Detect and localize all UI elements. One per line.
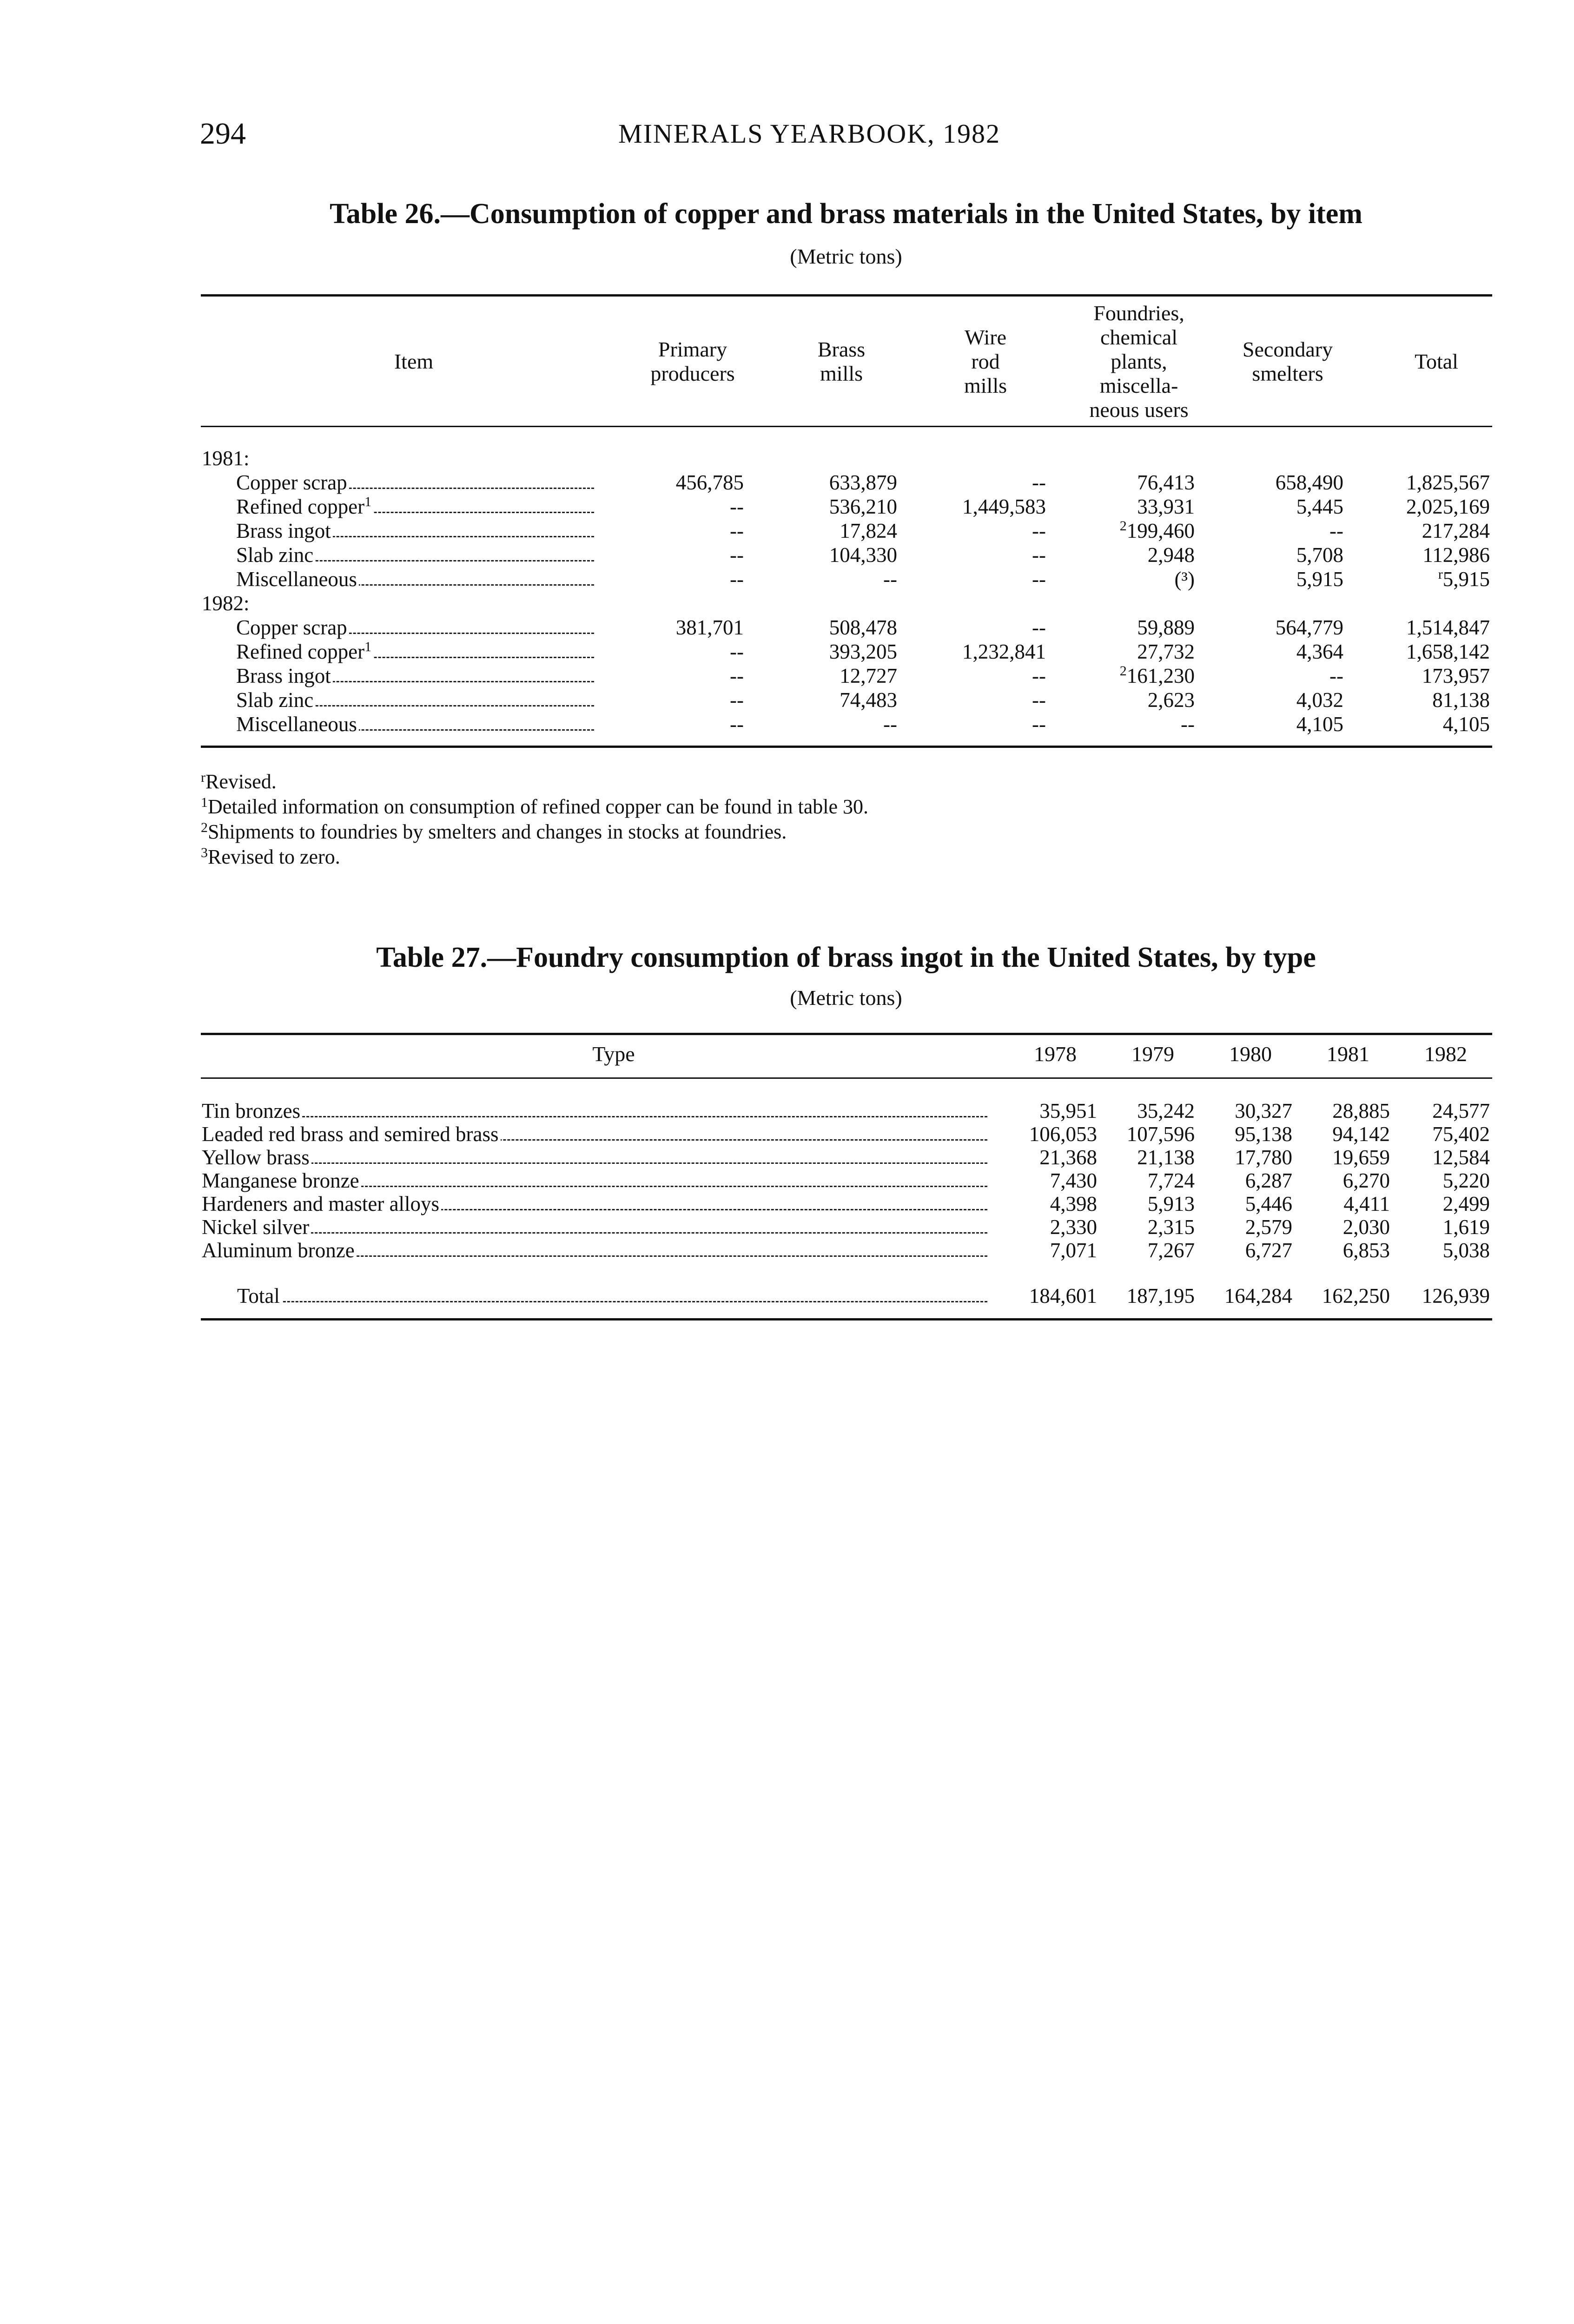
cell-1982: 1,619 — [1442, 1215, 1490, 1239]
cell-1978: 106,053 — [1029, 1122, 1097, 1146]
cell-1978: 184,601 — [1029, 1284, 1097, 1307]
cell-1978: 2,330 — [1050, 1215, 1097, 1239]
t26-head-brass: Brass mills — [817, 337, 866, 385]
cell-total: 217,284 — [1422, 519, 1490, 542]
cell-1978: 4,398 — [1050, 1192, 1097, 1215]
cell-wire: -- — [1032, 688, 1046, 712]
t27-head-1979: 1979 — [1131, 1042, 1174, 1066]
cell-1980: 95,138 — [1235, 1122, 1292, 1146]
cell-wire: -- — [1032, 713, 1046, 736]
footnote: 2Shipments to foundries by smelters and changes in stocks at foundries. — [201, 820, 787, 843]
table26-top-rule — [201, 294, 1492, 297]
cell-1979: 187,195 — [1126, 1284, 1195, 1307]
cell-secondary: 4,032 — [1296, 688, 1343, 712]
row-label: Tin bronzes — [202, 1099, 987, 1123]
cell-wire: 1,232,841 — [962, 640, 1046, 663]
t26-year-1981: 1981: — [202, 447, 250, 470]
cell-wire: -- — [1032, 519, 1046, 542]
cell-secondary: 5,445 — [1296, 495, 1343, 518]
cell-1981: 28,885 — [1332, 1099, 1390, 1122]
row-label: Brass ingot — [236, 519, 594, 543]
cell-brass: 633,879 — [829, 471, 897, 494]
t27-head-type: Type — [592, 1042, 635, 1066]
row-label: Refined copper$^1$ — [236, 495, 594, 519]
row-label: Nickel silver — [202, 1215, 987, 1239]
cell-total: 2,025,169 — [1406, 495, 1490, 518]
row-label: Brass ingot — [236, 664, 594, 688]
t26-head-foundries: Foundries, chemical plants, miscella- neous users — [1089, 301, 1189, 422]
cell-foundries: $^2$161,230 — [1119, 663, 1195, 687]
cell-secondary: 4,364 — [1296, 640, 1343, 663]
row-label: Copper scrap — [236, 615, 594, 640]
cell-1980: 17,780 — [1235, 1146, 1292, 1169]
cell-wire: 1,449,583 — [962, 495, 1046, 518]
cell-secondary: 5,708 — [1296, 543, 1343, 567]
row-label: Manganese bronze — [202, 1169, 987, 1193]
cell-1979: 35,242 — [1137, 1099, 1195, 1122]
cell-secondary: 658,490 — [1275, 471, 1343, 494]
cell-brass: 12,727 — [840, 664, 897, 687]
cell-wire: -- — [1032, 543, 1046, 567]
cell-1978: 21,368 — [1039, 1146, 1097, 1169]
cell-wire: -- — [1032, 664, 1046, 687]
footnote: rRevised. — [201, 770, 277, 793]
table26-head-rule — [201, 426, 1492, 427]
t26-head-total: Total — [1415, 350, 1458, 373]
cell-brass: -- — [883, 713, 897, 736]
cell-brass: 17,824 — [840, 519, 897, 542]
cell-secondary: 4,105 — [1296, 713, 1343, 736]
cell-1979: 21,138 — [1137, 1146, 1195, 1169]
cell-1980: 30,327 — [1235, 1099, 1292, 1122]
cell-1982: 2,499 — [1442, 1192, 1490, 1215]
row-label: Total — [237, 1284, 987, 1308]
cell-1981: 162,250 — [1322, 1284, 1390, 1307]
cell-1980: 5,446 — [1245, 1192, 1292, 1215]
running-head — [200, 116, 1492, 153]
table27-bottom-rule — [201, 1318, 1492, 1320]
table27-title: Table 27.—Foundry consumption of brass ingot in the United States, by type — [376, 942, 1316, 973]
cell-primary: -- — [730, 543, 744, 567]
table27-head-rule — [201, 1077, 1492, 1079]
row-label: Hardeners and master alloys — [202, 1192, 987, 1216]
cell-brass: -- — [883, 568, 897, 591]
cell-total: 1,658,142 — [1406, 640, 1490, 663]
cell-primary: -- — [730, 688, 744, 712]
cell-secondary: 564,779 — [1275, 616, 1343, 639]
cell-secondary: -- — [1329, 664, 1343, 687]
cell-1982: 5,038 — [1442, 1239, 1490, 1262]
cell-1981: 6,853 — [1343, 1239, 1390, 1262]
cell-1980: 2,579 — [1245, 1215, 1292, 1239]
row-label: Leaded red brass and semired brass — [202, 1122, 987, 1146]
cell-1982: 75,402 — [1432, 1122, 1490, 1146]
t27-head-1982: 1982 — [1424, 1042, 1467, 1066]
cell-1980: 6,287 — [1245, 1169, 1292, 1192]
table27-unit: (Metric tons) — [790, 986, 902, 1010]
cell-primary: -- — [730, 664, 744, 687]
cell-primary: -- — [730, 519, 744, 542]
cell-1978: 35,951 — [1039, 1099, 1097, 1122]
cell-wire: -- — [1032, 568, 1046, 591]
cell-1982: 5,220 — [1442, 1169, 1490, 1192]
t26-head-item: Item — [394, 350, 434, 373]
page-number: 294 — [200, 117, 246, 151]
cell-brass: 74,483 — [840, 688, 897, 712]
cell-1979: 7,267 — [1147, 1239, 1195, 1262]
cell-foundries: 33,931 — [1137, 495, 1195, 518]
cell-primary: 381,701 — [675, 616, 744, 639]
cell-1979: 5,913 — [1147, 1192, 1195, 1215]
row-label: Miscellaneous — [236, 712, 594, 736]
cell-1978: 7,430 — [1050, 1169, 1097, 1192]
cell-1981: 6,270 — [1343, 1169, 1390, 1192]
cell-1979: 2,315 — [1147, 1215, 1195, 1239]
cell-1981: 4,411 — [1343, 1192, 1390, 1215]
cell-primary: -- — [730, 495, 744, 518]
cell-foundries: $^2$199,460 — [1119, 518, 1195, 542]
t27-head-1981: 1981 — [1327, 1042, 1369, 1066]
row-label: Copper scrap — [236, 470, 594, 495]
cell-foundries: 27,732 — [1137, 640, 1195, 663]
cell-1979: 107,596 — [1126, 1122, 1195, 1146]
cell-primary: -- — [730, 640, 744, 663]
cell-wire: -- — [1032, 471, 1046, 494]
cell-1980: 6,727 — [1245, 1239, 1292, 1262]
cell-brass: 536,210 — [829, 495, 897, 518]
cell-total: 1,825,567 — [1406, 471, 1490, 494]
cell-total: 81,138 — [1432, 688, 1490, 712]
footnote: 1Detailed information on consumption of refined copper can be found in table 30. — [201, 795, 869, 818]
row-label: Yellow brass — [202, 1145, 987, 1169]
cell-wire: -- — [1032, 616, 1046, 639]
cell-secondary: 5,915 — [1296, 568, 1343, 591]
cell-1982: 126,939 — [1422, 1284, 1490, 1307]
cell-primary: -- — [730, 568, 744, 591]
t26-head-secondary: Secondary smelters — [1242, 337, 1333, 385]
t27-head-1978: 1978 — [1034, 1042, 1077, 1066]
cell-brass: 393,205 — [829, 640, 897, 663]
table27-top-rule — [201, 1033, 1492, 1035]
row-label: Aluminum bronze — [202, 1238, 987, 1262]
cell-brass: 104,330 — [829, 543, 897, 567]
footnote: 3Revised to zero. — [201, 845, 340, 868]
cell-1979: 7,724 — [1147, 1169, 1195, 1192]
cell-brass: 508,478 — [829, 616, 897, 639]
cell-total: $^r$5,915 — [1438, 567, 1490, 591]
cell-foundries: -- — [1181, 713, 1195, 736]
cell-total: 1,514,847 — [1406, 616, 1490, 639]
t26-head-primary: Primary producers — [650, 337, 735, 385]
cell-foundries: (³) — [1174, 568, 1195, 591]
cell-1982: 12,584 — [1432, 1146, 1490, 1169]
row-label: Miscellaneous — [236, 567, 594, 591]
table26-bottom-rule — [201, 746, 1492, 748]
cell-1981: 94,142 — [1332, 1122, 1390, 1146]
cell-foundries: 2,948 — [1147, 543, 1195, 567]
row-label: Refined copper$^1$ — [236, 640, 594, 664]
cell-1978: 7,071 — [1050, 1239, 1097, 1262]
t26-year-1982: 1982: — [202, 592, 250, 615]
t26-head-wire: Wire rod mills — [964, 325, 1007, 397]
cell-foundries: 2,623 — [1147, 688, 1195, 712]
running-title: MINERALS YEARBOOK, 1982 — [618, 119, 1001, 149]
cell-total: 4,105 — [1442, 713, 1490, 736]
cell-1981: 19,659 — [1332, 1146, 1390, 1169]
table26-title: Table 26.—Consumption of copper and brass materials in the United States, by item — [330, 198, 1362, 230]
cell-1982: 24,577 — [1432, 1099, 1490, 1122]
cell-foundries: 59,889 — [1137, 616, 1195, 639]
cell-primary: -- — [730, 713, 744, 736]
cell-primary: 456,785 — [675, 471, 744, 494]
row-label: Slab zinc — [236, 543, 594, 567]
cell-1980: 164,284 — [1224, 1284, 1292, 1307]
cell-foundries: 76,413 — [1137, 471, 1195, 494]
cell-total: 173,957 — [1422, 664, 1490, 687]
cell-total: 112,986 — [1422, 543, 1490, 567]
row-label: Slab zinc — [236, 688, 594, 712]
cell-secondary: -- — [1329, 519, 1343, 542]
t27-head-1980: 1980 — [1229, 1042, 1272, 1066]
table26-unit: (Metric tons) — [790, 244, 902, 268]
cell-1981: 2,030 — [1343, 1215, 1390, 1239]
